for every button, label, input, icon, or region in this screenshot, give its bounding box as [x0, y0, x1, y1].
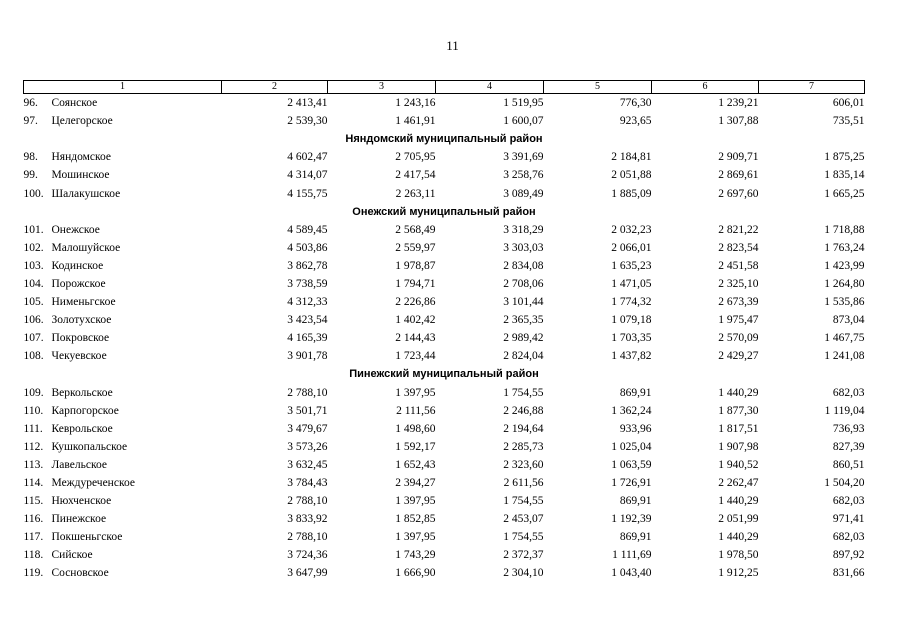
- value-cell-col-2: 2 413,41: [287, 97, 328, 110]
- value-cell-col-2: 4 312,33: [287, 296, 328, 309]
- column-header-1: 1: [24, 81, 222, 94]
- settlement-name: Сосновское: [51, 567, 109, 580]
- value-cell-col-4: 2 323,60: [503, 458, 544, 471]
- value-cell-col-5: 2 051,88: [611, 169, 652, 182]
- value-cell-col-4: 1 519,95: [503, 97, 544, 110]
- value-cell-col-3: 2 144,43: [395, 332, 436, 345]
- settlement-cell: [24, 257, 222, 275]
- column-number-row: [24, 81, 865, 94]
- value-cell-col-5: 869,91: [619, 531, 652, 544]
- row-number: 112.: [23, 440, 44, 453]
- value-cell-col-2: 3 724,36: [287, 549, 328, 562]
- district-title: Онежский муниципальный район: [352, 205, 536, 218]
- row-number: 101.: [23, 223, 44, 236]
- row-number: 98.: [23, 151, 38, 164]
- value-cell-col-6: 2 673,39: [718, 296, 759, 309]
- table-row: [24, 420, 865, 438]
- settlement-name: Онежское: [51, 223, 100, 236]
- table-row: [24, 528, 865, 546]
- value-cell-col-4: 2 611,56: [503, 477, 544, 490]
- settlement-cell: [24, 112, 222, 130]
- value-cell-col-5: 933,96: [619, 422, 652, 435]
- settlement-name: Золотухское: [51, 314, 112, 327]
- settlement-name: Кодинское: [51, 259, 104, 272]
- value-cell-col-5: 869,91: [619, 495, 652, 508]
- value-cell-col-4: 3 258,76: [503, 169, 544, 182]
- value-cell-col-4: 2 453,07: [503, 513, 544, 526]
- value-cell-col-7: 735,51: [832, 115, 865, 128]
- value-cell-col-7: 1 718,88: [824, 223, 865, 236]
- value-cell-col-7: 682,03: [832, 531, 865, 544]
- row-number: 119.: [23, 567, 44, 580]
- row-number: 116.: [23, 513, 44, 526]
- value-cell-col-2: 4 602,47: [287, 151, 328, 164]
- row-number: 100.: [23, 187, 44, 200]
- value-cell-col-4: 2 246,88: [503, 404, 544, 417]
- settlement-name: Порожское: [51, 277, 106, 290]
- column-header-7: 7: [759, 81, 865, 94]
- value-cell-col-6: 2 823,54: [718, 241, 759, 254]
- column-header-3: 3: [328, 81, 436, 94]
- value-cell-col-5: 869,91: [619, 386, 652, 399]
- value-cell-col-2: 4 155,75: [287, 187, 328, 200]
- value-cell-col-4: 2 285,73: [503, 440, 544, 453]
- table-row: [24, 329, 865, 347]
- value-cell-col-7: 1 467,75: [824, 332, 865, 345]
- value-cell-col-7: 1 835,14: [824, 169, 865, 182]
- value-cell-col-4: 2 365,35: [503, 314, 544, 327]
- table-row: [24, 112, 865, 130]
- value-cell-col-6: 2 570,09: [718, 332, 759, 345]
- settlement-name: Нименьгское: [51, 296, 116, 309]
- value-cell-col-5: 1 635,23: [611, 259, 652, 272]
- value-cell-col-2: 3 632,45: [287, 458, 328, 471]
- value-cell-col-7: 606,01: [832, 97, 865, 110]
- value-cell-col-2: 3 501,71: [287, 404, 328, 417]
- table-row: [24, 438, 865, 456]
- value-cell-col-3: 1 852,85: [395, 513, 436, 526]
- value-cell-col-6: 2 821,22: [718, 223, 759, 236]
- value-cell-col-6: 1 440,29: [718, 531, 759, 544]
- table-row: [24, 293, 865, 311]
- settlement-cell: [24, 474, 222, 492]
- table-row: [24, 564, 865, 582]
- table-row: [24, 311, 865, 329]
- value-cell-col-7: 971,41: [832, 513, 865, 526]
- row-number: 97.: [23, 115, 38, 128]
- settlement-name: Кушкопальское: [51, 440, 128, 453]
- settlement-name: Междуреченское: [51, 477, 135, 490]
- settlement-cell: [24, 329, 222, 347]
- value-cell-col-4: 2 194,64: [503, 422, 544, 435]
- value-cell-col-2: 2 788,10: [287, 495, 328, 508]
- column-header-5: 5: [544, 81, 652, 94]
- table-row: [24, 148, 865, 166]
- settlement-cell: [24, 94, 222, 113]
- value-cell-col-2: 2 539,30: [287, 115, 328, 128]
- value-cell-col-6: 2 262,47: [718, 477, 759, 490]
- value-cell-col-5: 2 066,01: [611, 241, 652, 254]
- table-row: [24, 275, 865, 293]
- settlement-cell: [24, 311, 222, 329]
- value-cell-col-6: 1 975,47: [718, 314, 759, 327]
- settlement-cell: [24, 275, 222, 293]
- value-cell-col-3: 2 111,56: [396, 404, 436, 417]
- value-cell-col-7: 682,03: [832, 386, 865, 399]
- value-cell-col-2: 3 784,43: [287, 477, 328, 490]
- settlement-name: Карпогорское: [51, 404, 119, 417]
- value-cell-col-4: 2 834,08: [503, 259, 544, 272]
- settlement-cell: [24, 347, 222, 365]
- value-cell-col-3: 2 417,54: [395, 169, 436, 182]
- value-cell-col-2: 3 901,78: [287, 350, 328, 363]
- value-cell-col-5: 1 111,69: [612, 549, 652, 562]
- value-cell-col-2: 3 833,92: [287, 513, 328, 526]
- value-cell-col-5: 1 471,05: [611, 277, 652, 290]
- value-cell-col-2: 3 573,26: [287, 440, 328, 453]
- value-cell-col-5: 2 184,81: [611, 151, 652, 164]
- value-cell-col-6: 2 869,61: [718, 169, 759, 182]
- row-number: 118.: [23, 549, 44, 562]
- settlement-name: Веркольское: [51, 386, 113, 399]
- table-row: [24, 239, 865, 257]
- settlement-cell: [24, 528, 222, 546]
- column-header-4: 4: [436, 81, 544, 94]
- value-cell-col-2: 3 738,59: [287, 277, 328, 290]
- settlement-cell: [24, 221, 222, 239]
- value-cell-col-3: 1 592,17: [395, 440, 436, 453]
- settlement-cell: [24, 456, 222, 474]
- value-cell-col-3: 1 652,43: [395, 458, 436, 471]
- value-cell-col-3: 1 461,91: [395, 115, 436, 128]
- row-number: 96.: [23, 97, 38, 110]
- table-row: [24, 510, 865, 528]
- table-row: [24, 546, 865, 564]
- table-row: [24, 166, 865, 184]
- settlement-cell: [24, 546, 222, 564]
- value-cell-col-3: 1 723,44: [395, 350, 436, 363]
- settlement-name: Покшеньгское: [51, 531, 123, 544]
- settlement-cell: [24, 402, 222, 420]
- row-number: 108.: [23, 350, 44, 363]
- settlement-cell: [24, 420, 222, 438]
- value-cell-col-5: 1 079,18: [611, 314, 652, 327]
- settlement-name: Шалакушское: [51, 187, 121, 200]
- column-header-2: 2: [222, 81, 328, 94]
- value-cell-col-5: 1 774,32: [611, 296, 652, 309]
- value-cell-col-5: 1 437,82: [611, 350, 652, 363]
- value-cell-col-3: 2 226,86: [395, 296, 436, 309]
- value-cell-col-3: 1 743,29: [395, 549, 436, 562]
- value-cell-col-7: 736,93: [832, 422, 865, 435]
- row-number: 109.: [23, 386, 44, 399]
- table-body: [24, 94, 865, 583]
- value-cell-col-6: 1 978,50: [718, 549, 759, 562]
- row-number: 107.: [23, 332, 44, 345]
- value-cell-col-4: 1 754,55: [503, 495, 544, 508]
- value-cell-col-7: 873,04: [832, 314, 865, 327]
- value-cell-col-4: 1 600,07: [503, 115, 544, 128]
- settlement-cell: [24, 166, 222, 184]
- value-cell-col-3: 1 243,16: [395, 97, 436, 110]
- value-cell-col-3: 2 568,49: [395, 223, 436, 236]
- table-row: [24, 402, 865, 420]
- table-row: [24, 347, 865, 365]
- value-cell-col-7: 1 423,99: [824, 259, 865, 272]
- value-cell-col-6: 2 429,27: [718, 350, 759, 363]
- settlement-name: Няндомское: [51, 151, 112, 164]
- value-cell-col-5: 1 703,35: [611, 332, 652, 345]
- value-cell-col-6: 1 239,21: [718, 97, 759, 110]
- row-number: 104.: [23, 277, 44, 290]
- value-cell-col-5: 1 362,24: [611, 404, 652, 417]
- value-cell-col-6: 2 697,60: [718, 187, 759, 200]
- settlement-cell: [24, 510, 222, 528]
- value-cell-col-2: 3 423,54: [287, 314, 328, 327]
- district-header-row: [24, 130, 865, 148]
- value-cell-col-6: 1 817,51: [718, 422, 759, 435]
- value-cell-col-7: 1 241,08: [824, 350, 865, 363]
- value-cell-col-4: 3 101,44: [503, 296, 544, 309]
- settlement-cell: [24, 438, 222, 456]
- value-cell-col-3: 1 666,90: [395, 567, 436, 580]
- row-number: 106.: [23, 314, 44, 327]
- settlement-name: Кеврольское: [51, 422, 113, 435]
- data-table: [23, 80, 865, 583]
- district-title: Няндомский муниципальный район: [345, 133, 543, 146]
- value-cell-col-2: 2 788,10: [287, 386, 328, 399]
- value-cell-col-6: 2 451,58: [718, 259, 759, 272]
- settlement-cell: [24, 239, 222, 257]
- table-row: [24, 384, 865, 402]
- value-cell-col-4: 3 318,29: [503, 223, 544, 236]
- value-cell-col-3: 1 397,95: [395, 495, 436, 508]
- row-number: 115.: [23, 495, 44, 508]
- value-cell-col-5: 2 032,23: [611, 223, 652, 236]
- table-row: [24, 257, 865, 275]
- settlement-cell: [24, 148, 222, 166]
- settlement-name: Чекуевское: [51, 350, 107, 363]
- value-cell-col-7: 1 665,25: [824, 187, 865, 200]
- value-cell-col-7: 1 763,24: [824, 241, 865, 254]
- value-cell-col-5: 1 063,59: [611, 458, 652, 471]
- value-cell-col-5: 1 192,39: [611, 513, 652, 526]
- value-cell-col-2: 4 589,45: [287, 223, 328, 236]
- settlement-cell: [24, 184, 222, 202]
- value-cell-col-2: 3 862,78: [287, 259, 328, 272]
- value-cell-col-3: 2 559,97: [395, 241, 436, 254]
- table-row: [24, 456, 865, 474]
- value-cell-col-3: 1 397,95: [395, 386, 436, 399]
- value-cell-col-7: 682,03: [832, 495, 865, 508]
- table-row: [24, 94, 865, 113]
- value-cell-col-6: 1 907,98: [718, 440, 759, 453]
- value-cell-col-3: 1 794,71: [395, 277, 436, 290]
- row-number: 103.: [23, 259, 44, 272]
- row-number: 117.: [23, 531, 44, 544]
- value-cell-col-2: 4 503,86: [287, 241, 328, 254]
- value-cell-col-3: 2 394,27: [395, 477, 436, 490]
- district-header-row: [24, 203, 865, 221]
- value-cell-col-2: 2 788,10: [287, 531, 328, 544]
- row-number: 110.: [23, 404, 44, 417]
- value-cell-col-7: 1 535,86: [824, 296, 865, 309]
- page-number: 11: [446, 38, 459, 53]
- district-header-row: [24, 365, 865, 383]
- row-number: 114.: [23, 477, 44, 490]
- value-cell-col-4: 1 754,55: [503, 386, 544, 399]
- row-number: 113.: [23, 458, 44, 471]
- value-cell-col-6: 1 440,29: [718, 495, 759, 508]
- settlement-name: Малошуйское: [51, 241, 121, 254]
- value-cell-col-7: 860,51: [832, 458, 865, 471]
- value-cell-col-4: 2 708,06: [503, 277, 544, 290]
- value-cell-col-3: 1 498,60: [395, 422, 436, 435]
- value-cell-col-5: 923,65: [619, 115, 652, 128]
- value-cell-col-2: 3 647,99: [287, 567, 328, 580]
- value-cell-col-3: 1 397,95: [395, 531, 436, 544]
- table-row: [24, 474, 865, 492]
- settlement-name: Лавельское: [51, 458, 107, 471]
- value-cell-col-2: 4 314,07: [287, 169, 328, 182]
- row-number: 111.: [23, 422, 43, 435]
- settlement-cell: [24, 564, 222, 582]
- district-title: Пинежский муниципальный район: [349, 368, 539, 381]
- value-cell-col-7: 1 504,20: [824, 477, 865, 490]
- table-row: [24, 221, 865, 239]
- value-cell-col-5: 1 043,40: [611, 567, 652, 580]
- settlement-cell: [24, 492, 222, 510]
- value-cell-col-3: 1 978,87: [395, 259, 436, 272]
- settlement-name: Соянское: [51, 97, 98, 110]
- table-row: [24, 184, 865, 202]
- settlement-name: Сийское: [51, 549, 93, 562]
- value-cell-col-7: 1 875,25: [824, 151, 865, 164]
- settlement-cell: [24, 293, 222, 311]
- settlement-name: Нюхченское: [51, 495, 112, 508]
- value-cell-col-6: 1 940,52: [718, 458, 759, 471]
- value-cell-col-2: 3 479,67: [287, 422, 328, 435]
- value-cell-col-5: 776,30: [619, 97, 652, 110]
- value-cell-col-4: 3 391,69: [503, 151, 544, 164]
- settlement-name: Целегорское: [51, 115, 113, 128]
- value-cell-col-7: 897,92: [832, 549, 865, 562]
- column-header-6: 6: [652, 81, 759, 94]
- value-cell-col-6: 1 912,25: [718, 567, 759, 580]
- value-cell-col-4: 2 304,10: [503, 567, 544, 580]
- value-cell-col-5: 1 025,04: [611, 440, 652, 453]
- value-cell-col-7: 827,39: [832, 440, 865, 453]
- value-cell-col-7: 831,66: [832, 567, 865, 580]
- row-number: 105.: [23, 296, 44, 309]
- settlement-cell: [24, 384, 222, 402]
- value-cell-col-7: 1 264,80: [824, 277, 865, 290]
- value-cell-col-6: 2 051,99: [718, 513, 759, 526]
- value-cell-col-4: 3 303,03: [503, 241, 544, 254]
- settlement-name: Покровское: [51, 332, 110, 345]
- value-cell-col-4: 2 824,04: [503, 350, 544, 363]
- value-cell-col-5: 1 726,91: [611, 477, 652, 490]
- value-cell-col-6: 1 307,88: [718, 115, 759, 128]
- value-cell-col-4: 2 372,37: [503, 549, 544, 562]
- value-cell-col-4: 3 089,49: [503, 187, 544, 200]
- value-cell-col-4: 1 754,55: [503, 531, 544, 544]
- value-cell-col-3: 2 705,95: [395, 151, 436, 164]
- value-cell-col-2: 4 165,39: [287, 332, 328, 345]
- value-cell-col-6: 2 909,71: [718, 151, 759, 164]
- row-number: 102.: [23, 241, 44, 254]
- value-cell-col-6: 1 440,29: [718, 386, 759, 399]
- settlement-name: Мошинское: [51, 169, 110, 182]
- row-number: 99.: [23, 169, 38, 182]
- value-cell-col-5: 1 885,09: [611, 187, 652, 200]
- value-cell-col-4: 2 989,42: [503, 332, 544, 345]
- value-cell-col-3: 1 402,42: [395, 314, 436, 327]
- value-cell-col-3: 2 263,11: [395, 187, 436, 200]
- settlement-name: Пинежское: [51, 513, 107, 526]
- value-cell-col-7: 1 119,04: [824, 404, 865, 417]
- table-row: [24, 492, 865, 510]
- value-cell-col-6: 2 325,10: [718, 277, 759, 290]
- value-cell-col-6: 1 877,30: [718, 404, 759, 417]
